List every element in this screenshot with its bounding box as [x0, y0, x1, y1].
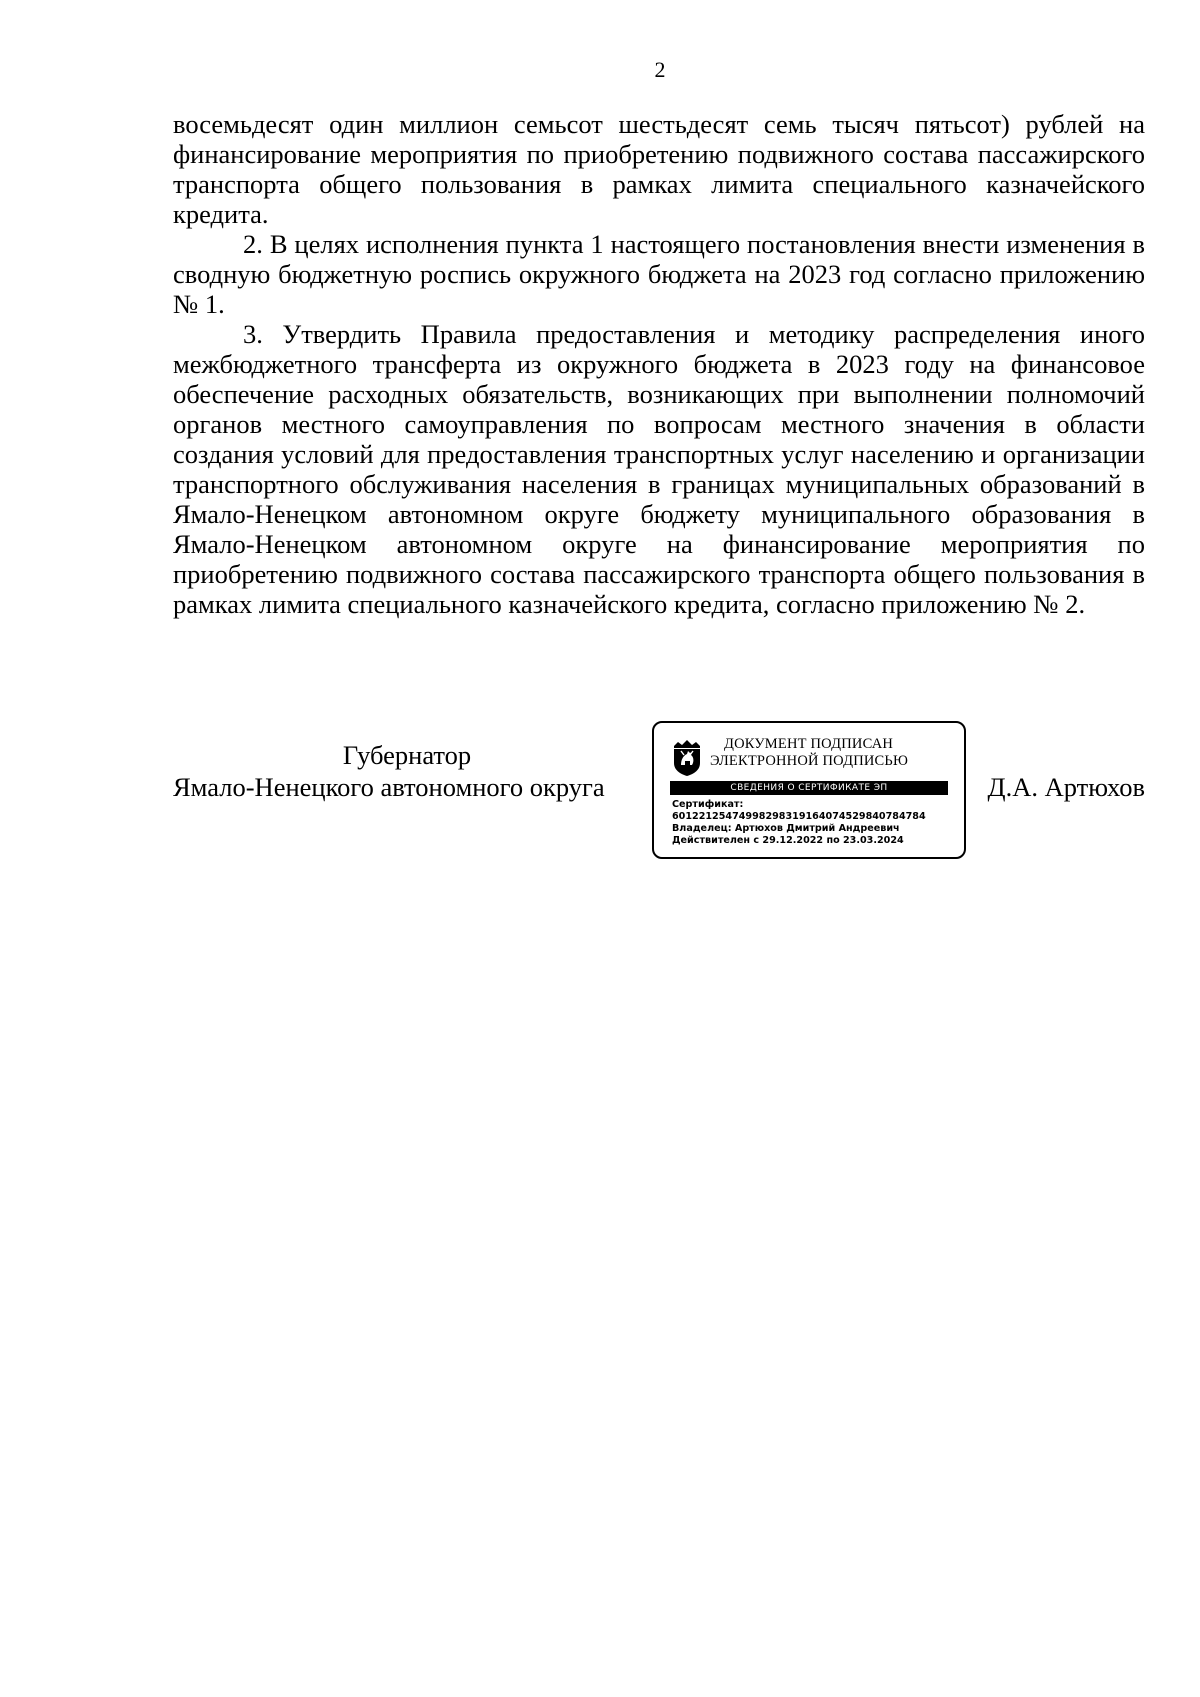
stamp-heading-line-2: ЭЛЕКТРОННОЙ ПОДПИСЬЮ [710, 753, 909, 769]
stamp-certificate-bar: СВЕДЕНИЯ О СЕРТИФИКАТЕ ЭП [670, 781, 948, 795]
stamp-heading-line-1: ДОКУМЕНТ ПОДПИСАН [724, 736, 894, 752]
paragraph-2: 2. В целях исполнения пункта 1 настоящего постановления внести изменения в сводную бюджетную роспись окружного бюджета на 2023 год согласно приложению № 1. [173, 229, 1145, 319]
stamp-owner: Владелец: Артюхов Дмитрий Андреевич [672, 823, 900, 834]
stamp-validity: Действителен с 29.12.2022 по 23.03.2024 [672, 835, 904, 846]
electronic-signature-stamp [652, 721, 966, 859]
document-body [173, 109, 1145, 619]
stamp-details [672, 799, 957, 847]
signatory-name: Д.А. Артюхов [987, 772, 1145, 802]
paragraph-3: 3. Утвердить Правила предоставления и методику распределения иного межбюджетного трансферта из окружного бюджета в 2023 году на финансовое обеспечение расходных обязательств, возникающих при выполнении полномочий органов местного самоуправления по вопросам местного значения в области создания условий для предоставления транспортных услуг населению и организации транспортного обслуживания населения в границах муниципальных образований в Ямало-Ненецком автономном округе бюджету муниципального образования в Ямало-Ненецком автономном округе на финансирование мероприятия по приобретению подвижного состава пассажирского транспорта общего пользования в рамках лимита специального казначейского кредита, согласно приложению № 2. [173, 319, 1145, 619]
coat-of-arms-icon [670, 737, 704, 777]
paragraph-1-continuation: восемьдесят один миллион семьсот шестьдесят семь тысяч пятьсот) рублей на финансирование мероприятия по приобретению подвижного состава пассажирского транспорта общего пользования в рамках лимита специального казначейского кредита. [173, 109, 1145, 229]
signatory-title [173, 739, 641, 803]
stamp-certificate-label: Сертификат: [672, 799, 744, 810]
signatory-role: Губернатор [342, 740, 472, 770]
stamp-certificate-number: 601221254749982983191640745298407847​84 [672, 811, 926, 822]
signatory-region: Ямало-Ненецкого автономного округа [173, 772, 605, 802]
stamp-heading [710, 736, 950, 770]
page-number: 2 [654, 57, 666, 82]
